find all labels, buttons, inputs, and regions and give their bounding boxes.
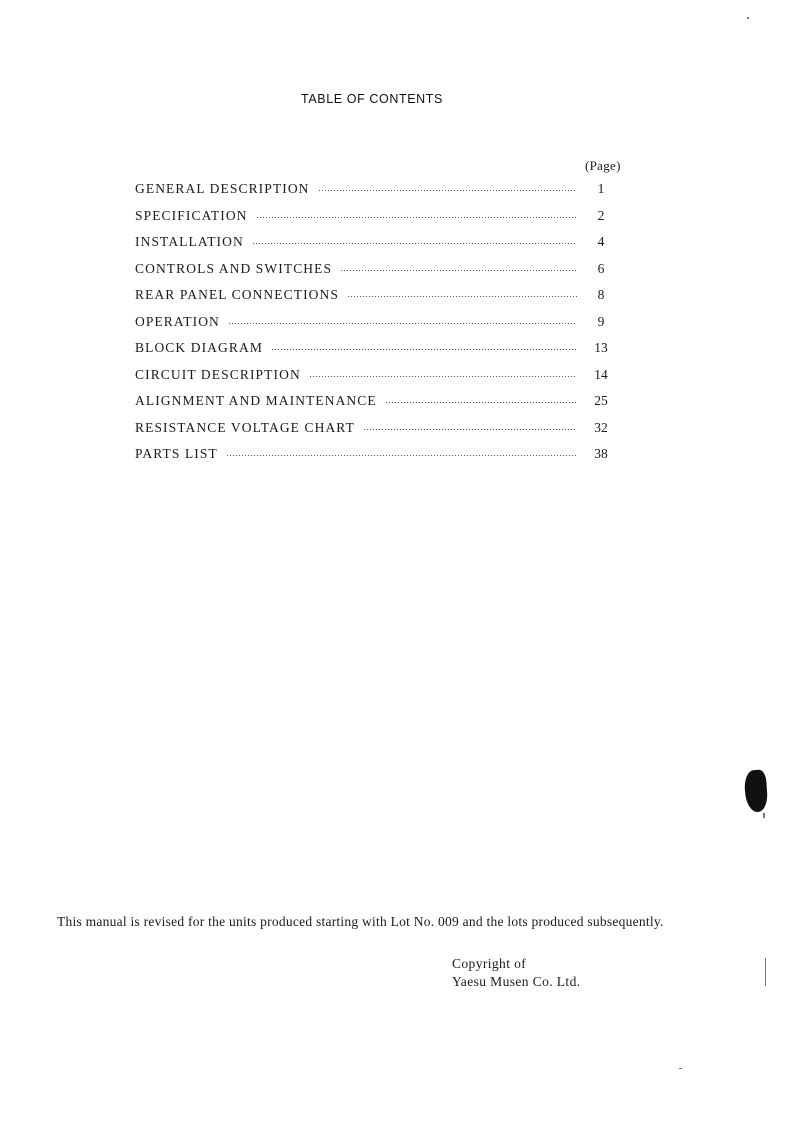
toc-entry-page: 1 bbox=[597, 181, 605, 196]
toc-entry-operation bbox=[135, 314, 615, 341]
scan-speck bbox=[747, 17, 749, 19]
toc-entry-page: 6 bbox=[597, 260, 605, 276]
dot-leader bbox=[347, 295, 577, 298]
dot-leader bbox=[271, 348, 577, 351]
dot-leader bbox=[256, 216, 577, 219]
scan-speck bbox=[763, 813, 765, 818]
toc-entry-block-diagram bbox=[135, 340, 615, 367]
toc-entry-title: INSTALLATION bbox=[135, 234, 244, 249]
scan-speck bbox=[765, 958, 766, 986]
toc-entry-page: 2 bbox=[597, 207, 605, 223]
toc-entry-title: BLOCK DIAGRAM bbox=[135, 340, 263, 355]
toc-entry-title: RESISTANCE VOLTAGE CHART bbox=[135, 419, 355, 435]
toc-entry-title: OPERATION bbox=[135, 313, 220, 329]
toc-entry-page: 13 bbox=[594, 340, 608, 355]
copyright-line: Copyright of bbox=[452, 956, 527, 971]
toc-entry-title: CONTROLS AND SWITCHES bbox=[135, 260, 333, 276]
toc-entry-title: CIRCUIT DESCRIPTION bbox=[135, 366, 301, 382]
copyright-block bbox=[452, 955, 581, 991]
toc-entry-specification bbox=[135, 208, 615, 235]
dot-leader bbox=[228, 322, 577, 325]
toc-entry-general-description bbox=[135, 181, 615, 208]
toc-entry-title: PARTS LIST bbox=[135, 446, 218, 461]
toc-entry-page: 32 bbox=[594, 419, 608, 435]
page-title: TABLE OF CONTENTS bbox=[301, 92, 443, 106]
toc-entry-page: 38 bbox=[594, 446, 608, 461]
toc-entry-rear-panel-connections bbox=[135, 287, 615, 314]
toc-entry-parts-list bbox=[135, 446, 615, 473]
toc-entry-title: REAR PANEL CONNECTIONS bbox=[135, 287, 339, 302]
dot-leader bbox=[226, 454, 577, 457]
toc-entry-title: GENERAL DESCRIPTION bbox=[135, 181, 310, 196]
dot-leader bbox=[363, 428, 577, 431]
scan-speck bbox=[679, 1068, 682, 1069]
toc-entry-resistance-voltage-chart bbox=[135, 420, 615, 447]
dot-leader bbox=[318, 189, 577, 192]
page-column-header: (Page) bbox=[585, 158, 621, 173]
toc-entry-installation bbox=[135, 234, 615, 261]
toc-entry-page: 14 bbox=[594, 366, 608, 382]
dot-leader bbox=[309, 375, 577, 378]
toc-list bbox=[135, 181, 615, 473]
toc-entry-alignment-and-maintenance bbox=[135, 393, 615, 420]
toc-entry-controls-and-switches bbox=[135, 261, 615, 288]
copyright-holder: Yaesu Musen Co. Ltd. bbox=[452, 974, 581, 989]
revision-note: This manual is revised for the units produced starting with Lot No. 009 and the lots produced subsequently. bbox=[57, 913, 664, 929]
toc-entry-page: 25 bbox=[594, 393, 608, 408]
toc-entry-page: 8 bbox=[597, 287, 605, 302]
toc-entry-title: SPECIFICATION bbox=[135, 207, 248, 223]
toc-entry-circuit-description bbox=[135, 367, 615, 394]
toc-entry-page: 9 bbox=[597, 313, 605, 329]
toc-entry-page: 4 bbox=[597, 234, 605, 249]
dot-leader bbox=[252, 242, 577, 245]
dot-leader bbox=[385, 401, 577, 404]
scan-ink-blot bbox=[744, 769, 769, 812]
toc-entry-title: ALIGNMENT AND MAINTENANCE bbox=[135, 393, 377, 408]
dot-leader bbox=[340, 269, 577, 272]
